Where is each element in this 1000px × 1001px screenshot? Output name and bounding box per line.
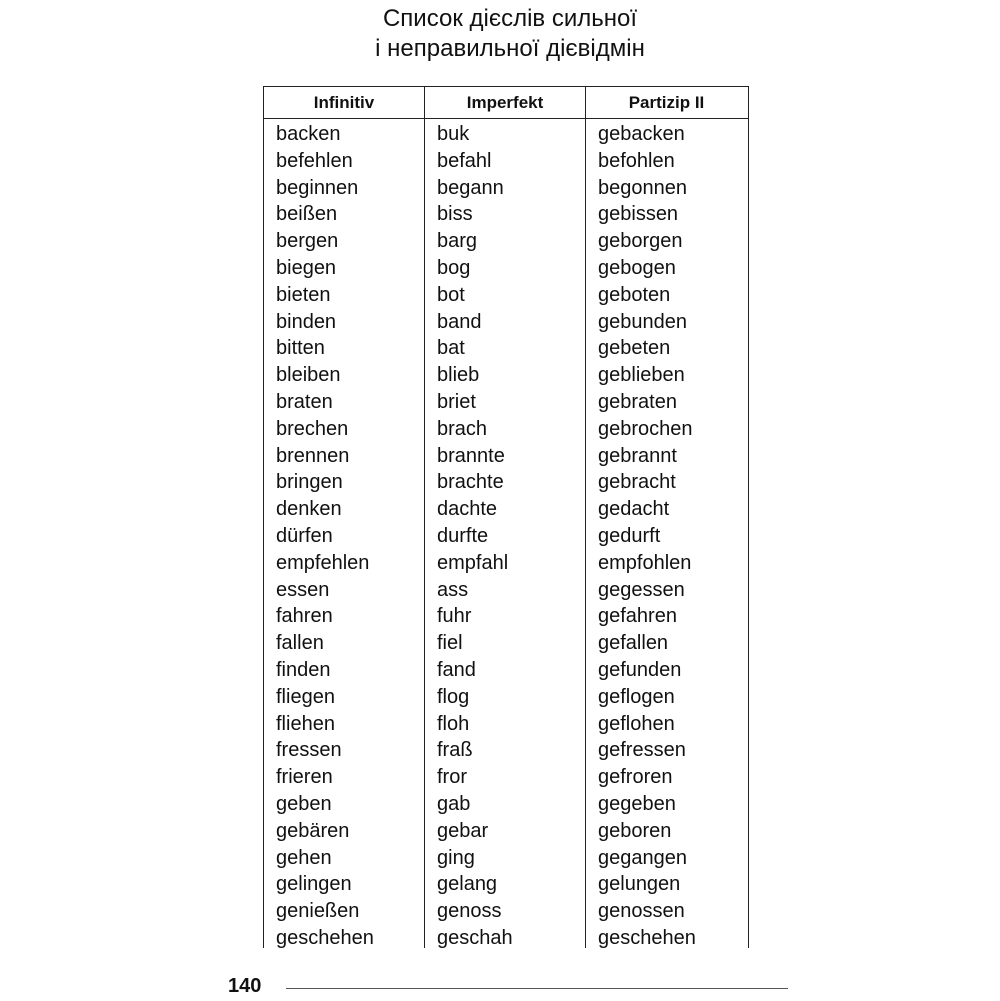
table-row	[264, 201, 748, 228]
cell-infinitiv: bringen	[276, 471, 343, 494]
cell-infinitiv: bieten	[276, 283, 331, 306]
table-row	[264, 657, 748, 684]
table-row	[264, 550, 748, 577]
table-row	[264, 791, 748, 818]
cell-infinitiv: brennen	[276, 444, 350, 467]
cell-imperfekt: biss	[437, 203, 473, 226]
table-row	[264, 871, 748, 898]
cell-partizip: gefressen	[598, 739, 686, 762]
cell-infinitiv: braten	[276, 390, 333, 413]
verb-table	[263, 86, 749, 948]
cell-infinitiv: dürfen	[276, 524, 333, 547]
cell-infinitiv: fliegen	[276, 685, 335, 708]
table-row	[264, 603, 748, 630]
table-row	[264, 362, 748, 389]
table-row	[264, 335, 748, 362]
cell-imperfekt: bot	[437, 283, 465, 306]
cell-imperfekt: fuhr	[437, 605, 472, 628]
cell-infinitiv: bergen	[276, 230, 339, 253]
cell-imperfekt: dachte	[437, 498, 498, 521]
table-row	[264, 764, 748, 791]
table-row	[264, 523, 748, 550]
cell-partizip: gegeben	[598, 792, 676, 815]
cell-imperfekt: gelang	[437, 873, 498, 896]
cell-infinitiv: biegen	[276, 256, 337, 279]
table-row	[264, 282, 748, 309]
cell-imperfekt: brannte	[437, 444, 505, 467]
cell-partizip: gebeten	[598, 337, 671, 360]
cell-infinitiv: finden	[276, 658, 331, 681]
cell-infinitiv: fahren	[276, 605, 333, 628]
cell-infinitiv: befehlen	[276, 149, 353, 172]
table-row	[264, 148, 748, 175]
cell-imperfekt: gebar	[437, 819, 489, 842]
cell-infinitiv: backen	[276, 123, 341, 145]
cell-partizip: befohlen	[598, 149, 675, 172]
table-row	[264, 389, 748, 416]
table-row	[264, 818, 748, 845]
cell-partizip: gegessen	[598, 578, 685, 601]
cell-partizip: genossen	[598, 900, 685, 923]
cell-imperfekt: brach	[437, 417, 488, 440]
table-row	[264, 255, 748, 282]
cell-partizip: gefunden	[598, 658, 682, 681]
cell-partizip: geschehen	[598, 926, 696, 949]
cell-imperfekt: brachte	[437, 471, 504, 494]
cell-partizip: gebissen	[598, 203, 679, 226]
cell-imperfekt: fiel	[437, 632, 463, 655]
cell-imperfekt: floh	[437, 712, 470, 735]
cell-partizip: gebacken	[598, 123, 685, 145]
cell-infinitiv: gebären	[276, 819, 350, 842]
table-row	[264, 925, 748, 952]
cell-imperfekt: empfahl	[437, 551, 509, 574]
cell-infinitiv: binden	[276, 310, 337, 333]
cell-imperfekt: blieb	[437, 364, 480, 387]
cell-infinitiv: geschehen	[276, 926, 374, 949]
table-row	[264, 309, 748, 336]
cell-infinitiv: bleiben	[276, 364, 341, 387]
cell-partizip: gebogen	[598, 256, 676, 279]
cell-infinitiv: bitten	[276, 337, 325, 360]
table-row	[264, 416, 748, 443]
table-row	[264, 684, 748, 711]
table-row	[264, 630, 748, 657]
page-title	[0, 4, 1000, 64]
cell-infinitiv: fallen	[276, 632, 324, 655]
cell-imperfekt: fand	[437, 658, 476, 681]
cell-partizip: geblieben	[598, 364, 685, 387]
cell-partizip: gebrochen	[598, 417, 693, 440]
footer-rule	[286, 988, 788, 989]
page-footer	[228, 971, 788, 1001]
table-body	[264, 121, 748, 952]
cell-infinitiv: beißen	[276, 203, 338, 226]
cell-imperfekt: fror	[437, 766, 467, 789]
cell-partizip: gedacht	[598, 498, 670, 521]
header-infinitiv: Infinitiv	[313, 93, 375, 112]
cell-partizip: gelungen	[598, 873, 681, 896]
title-line-2: і неправильної дієвідмін	[375, 35, 645, 62]
cell-partizip: gebunden	[598, 310, 687, 333]
cell-imperfekt: bog	[437, 256, 471, 279]
table-row	[264, 577, 748, 604]
cell-infinitiv: fliehen	[276, 712, 335, 735]
cell-partizip: gefroren	[598, 766, 673, 789]
cell-infinitiv: gehen	[276, 846, 332, 869]
cell-partizip: empfohlen	[598, 551, 692, 574]
table-row	[264, 711, 748, 738]
header-partizip: Partizip II	[628, 93, 705, 112]
page-number: 140	[228, 975, 262, 997]
cell-imperfekt: flog	[437, 685, 470, 708]
cell-infinitiv: genießen	[276, 900, 360, 923]
cell-partizip: geborgen	[598, 230, 683, 253]
table-row	[264, 496, 748, 523]
cell-infinitiv: frieren	[276, 766, 333, 789]
table-row	[264, 175, 748, 202]
title-line-1: Список дієслів сильної	[382, 5, 638, 32]
table-row	[264, 228, 748, 255]
cell-imperfekt: geschah	[437, 926, 513, 949]
cell-infinitiv: geben	[276, 792, 332, 815]
cell-imperfekt: genoss	[437, 900, 502, 923]
cell-imperfekt: begann	[437, 176, 504, 199]
table-row	[264, 845, 748, 872]
cell-infinitiv: gelingen	[276, 873, 352, 896]
cell-partizip: gebracht	[598, 471, 676, 494]
table-row	[264, 737, 748, 764]
cell-partizip: gedurft	[598, 524, 661, 547]
cell-imperfekt: durfte	[437, 524, 489, 547]
cell-infinitiv: fressen	[276, 739, 342, 762]
cell-imperfekt: ass	[437, 578, 469, 601]
cell-partizip: begonnen	[598, 176, 687, 199]
cell-partizip: gefallen	[598, 632, 669, 655]
cell-imperfekt: ging	[437, 846, 475, 869]
cell-partizip: gebraten	[598, 390, 677, 413]
cell-imperfekt: gab	[437, 792, 471, 815]
cell-partizip: gegangen	[598, 846, 687, 869]
table-header	[264, 87, 748, 119]
header-imperfekt: Imperfekt	[466, 93, 544, 112]
cell-imperfekt: buk	[437, 123, 470, 145]
cell-imperfekt: barg	[437, 230, 478, 253]
cell-partizip: geflogen	[598, 685, 675, 708]
cell-imperfekt: briet	[437, 390, 476, 413]
cell-partizip: geflohen	[598, 712, 675, 735]
cell-imperfekt: bat	[437, 337, 465, 360]
cell-infinitiv: denken	[276, 498, 342, 521]
table-row	[264, 469, 748, 496]
cell-partizip: gebrannt	[598, 444, 677, 467]
cell-infinitiv: essen	[276, 578, 330, 601]
cell-partizip: geboren	[598, 819, 672, 842]
cell-infinitiv: brechen	[276, 417, 349, 440]
table-row	[264, 443, 748, 470]
cell-infinitiv: beginnen	[276, 176, 359, 199]
table-row	[264, 898, 748, 925]
cell-imperfekt: befahl	[437, 149, 492, 172]
table-row	[264, 121, 748, 148]
cell-infinitiv: empfehlen	[276, 551, 370, 574]
cell-partizip: geboten	[598, 283, 671, 306]
cell-imperfekt: fraß	[437, 739, 473, 762]
cell-imperfekt: band	[437, 310, 482, 333]
cell-partizip: gefahren	[598, 605, 677, 628]
